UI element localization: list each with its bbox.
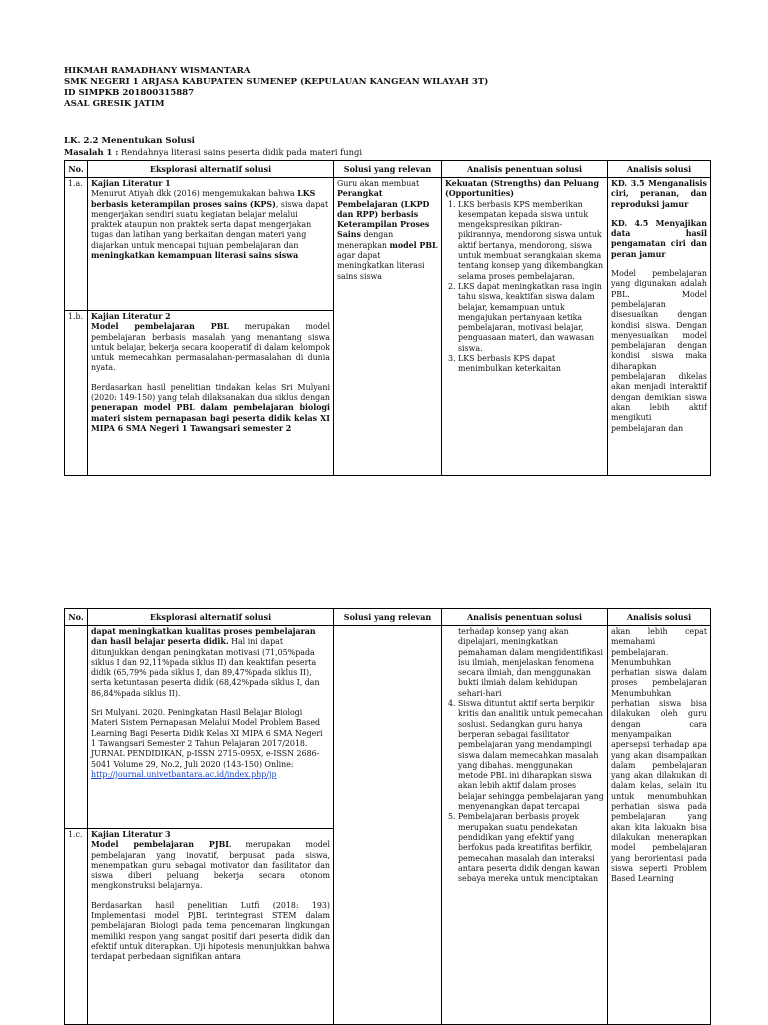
literature-review-2 (88, 311, 334, 476)
relevant-solution-cell (334, 178, 442, 476)
literature-title: Kajian Literatur 3 (91, 830, 171, 839)
table-row (65, 626, 711, 829)
solution-analysis-cell (442, 178, 608, 476)
literature-text: Berdasarkan hasil penelitian Lutfi (2018: 193) Implementasi model PjBL terintegrasi STEM dalam pembelajaran Biologi pada tema pencemaran lingkungan memiliki respon yang sangat positif dari peserta didik dan efektif untuk diterapkan. Uji hipotesis menunjukkan bahwa terdapat perbedaan signifikan antara (91, 900, 330, 962)
col-header-eksplorasi: Eksplorasi alternatif solusi (88, 161, 334, 178)
row-number: 1.c. (65, 829, 88, 1025)
table-header-row (65, 609, 711, 626)
literature-highlight: Model pembelajaran PJBL (91, 840, 231, 850)
literature-text: Berdasarkan hasil penelitian tindakan kelas Sri Mulyani (2020: 149-150) yang telah dilaksanakan dua siklus dengan (91, 382, 330, 403)
kd-statement: KD. 3.5 Menganalisis ciri, peranan, dan reproduksi jamur (611, 179, 707, 209)
col-header-analisis-penentuan: Analisis penentuan solusi (442, 161, 608, 178)
problem-label: Masalah 1 : (64, 147, 119, 157)
literature-review-3 (88, 829, 334, 1025)
author-origin: ASAL GRESIK JATIM (64, 99, 165, 109)
author-name: HIKMAH RAMADHANY WISMANTARA (64, 66, 251, 76)
literature-text: merupakan model pembelajaran yang inovatif, berpusat pada siswa, menempatkan guru sebagai motivator dan fasilitator dan siswa diberi peluang bekerja secara otonom mengkonstruksi belajarnya. (91, 840, 330, 891)
solution-text: Guru akan membuat (337, 179, 420, 188)
row-number (65, 626, 88, 829)
col-header-no: No. (65, 161, 88, 178)
literature-text: Hal ini dapat ditunjukkan dengan peningkatan motivasi (71,05%pada siklus I dan 92,11%pada siklus II) dan keaktifan peserta didik (65,79% pada siklus I, dan 89,47%pada siklus II), serta ketuntasan peserta didik (68,42%pada siklus I, dan 86,84%pada siklus II). (91, 637, 320, 698)
literature-text: Menurut Atiyah dkk (2016) mengemukakan bahwa (91, 189, 298, 199)
literature-title: Kajian Literatur 2 (91, 312, 171, 321)
literature-highlight: Model pembelajaran PBL (91, 322, 229, 332)
analysis-title: Kekuatan (Strengths) dan Peluang (Opportunities) (445, 179, 600, 199)
literature-review-1 (88, 178, 334, 311)
solution-text: agar dapat meningkatkan literasi sains siswa (337, 251, 425, 281)
document-page-2 (0, 512, 768, 1024)
problem-statement (64, 147, 362, 158)
literature-highlight: penerapan model PBL dalam pembelajaran biologi materi sistem pernapasan bagi peserta didik kelas XI MIPA 6 SMA Negeri 1 Tawangsari semester 2 (91, 403, 330, 433)
solution-analysis-cell (442, 626, 608, 1025)
col-header-no: No. (65, 609, 88, 626)
analysis-point: 4. Siswa dituntut aktif serta berpikir kritis dan analitik untuk pemecahan soslusi. Sedangkan guru hanya berperan sebagai fasilitator pembelajaran yang mendampingi siswa dalam memecahkan masalah yang dibahas. menggunakan metode PBL ini diharapkan siswa akan lebih aktif dalam proses belajar sehingga pembelajaran yang menyenangkan dapat tercapai (458, 699, 604, 812)
col-header-solusi: Solusi yang relevan (334, 609, 442, 626)
solution-highlight: model PBL (389, 240, 438, 250)
reference-link[interactable]: http://journal.univetbantara.ac.id/index.php/jp (91, 769, 277, 779)
review-text: akan lebih cepat memahami pembelajaran. Menumbuhkan perhatian siswa dalam proses pembelajaran Menumbuhkan perhatian siswa bisa dilakukan oleh guru dengan cara menyampaikan apersepsi terhadap apa yang akan disampaikan dalam pembelajaran yang akan dilakukan di dalam kelas, selain itu untuk menumbuhkan perhatian siswa pada pembelajaran yang akan kita lakuakn bisa dilakukan menerapkan model pembelajaran yang berorientasi pada siswa seperti Problem Based Learning (611, 627, 707, 884)
document-page-1 (0, 0, 768, 512)
col-header-solusi: Solusi yang relevan (334, 161, 442, 178)
analysis-point: 5. Pembelajaran berbasis proyek merupakan suatu pendekatan pendidikan yang efektif yang berfokus pada kreatifitas berfikir, pemecahan masalah dan interaksi antara peserta didik dengan kawan sebaya mereka untuk menciptakan (458, 812, 604, 884)
analysis-point: 3. LKS berbasis KPS dapat menimbulkan keterkaitan (458, 354, 604, 375)
table-header-row (65, 161, 711, 178)
row-number: 1.b. (65, 311, 88, 476)
relevant-solution-cell (334, 626, 442, 1025)
literature-title: Kajian Literatur 1 (91, 179, 171, 188)
col-header-analisis-penentuan: Analisis penentuan solusi (442, 609, 608, 626)
author-id: ID SIMPKB 201800315887 (64, 88, 195, 98)
literature-highlight: LKS berbasis keterampilan proses sains (KPS) (91, 189, 316, 209)
col-header-analisis-solusi: Analisis solusi (608, 609, 711, 626)
solution-table-page-2 (64, 608, 711, 1025)
literature-text: merupakan model pembelajaran berbasis masalah yang menantang siswa untuk belajar, bekerja secara kooperatif di dalam kelompok untuk memecahkan permasalahan-permasalahan di dunia nyata. (91, 322, 330, 373)
analysis-continued: terhadap konsep yang akan dipelajari, meningkatkan pemahaman dalam mengidentifikasi isu ilmiah, menjelaskan fenomena secara ilmiah, dan menggunakan bukti ilmiah dalam kehidupan sehari-hari (458, 627, 604, 698)
kd-statement: KD. 4.5 Menyajikan data hasil pengamatan ciri dan peran jamur (611, 218, 707, 259)
problem-text: Rendahnya literasi sains peserta didik pada materi fungi (118, 147, 363, 157)
literature-highlight: dapat meningkatkan kualitas proses pembelajaran dan hasil belajar peserta didik. (91, 627, 316, 647)
solution-table-page-1 (64, 160, 711, 476)
literature-text: , siswa dapat mengerjakan sendiri suatu kegiatan belajar melalui praktek ataupun non praktek serta dapat mengerjakan tugas dan latihan yang berkaitan dengan materi yang diajarkan untuk mencapai tujuan pembelajaran dan (91, 199, 329, 250)
solution-highlight: Perangkat Pembelajaran (LKPD dan RPP) berbasis Keterampilan Proses Sains (337, 189, 430, 240)
col-header-analisis-solusi: Analisis solusi (608, 161, 711, 178)
analysis-point: 2. LKS dapat meningkatkan rasa ingin tahu siswa, keaktifan siswa dalam belajar, kemampuan untuk mengajukan pertanyaan ketika pembelajaran, motivasi belajar, penguasaan materi, dan wawasan siswa. (458, 282, 604, 354)
author-header (64, 66, 488, 110)
author-school: SMK NEGERI 1 ARJASA KABUPATEN SUMENEP (KEPULAUAN KANGEAN WILAYAH 3T) (64, 77, 489, 87)
solution-review-cell (608, 626, 711, 1025)
analysis-point: 1. LKS berbasis KPS memberikan kesempatan kepada siswa untuk mengekspresikan pikiran-pikirannya, mendorong siswa untuk aktif bertanya, mendorong, siswa untuk membuat serangkaian skema tentang konsep yang dikembangkan selama proses pembelajaran. (458, 200, 604, 282)
reference-text: Sri Mulyani. 2020. Peningkatan Hasil Belajar Biologi Materi Sistem Pernapasan Melalui Model Problem Based Learning Bagi Peserta Didik Kelas XI MIPA 6 SMA Negeri 1 Tawangsari Semester 2 Tahun Pelajaran 2017/2018. JURNAL PENDIDIKAN, p-ISSN 2715-095X, e-ISSN 2686-5041 Volume 29, No.2, Juli 2020 (143-150) Online: (91, 708, 323, 769)
table-row (65, 178, 711, 311)
solution-text: dengan menerapkan (337, 230, 394, 250)
solution-review-cell (608, 178, 711, 476)
literature-review-2-continued (88, 626, 334, 829)
col-header-eksplorasi: Eksplorasi alternatif solusi (88, 609, 334, 626)
review-text: Model pembelajaran yang digunakan adalah PBL. Model pembelajaran disesuaikan dengan kondisi siswa. Dengan menyesuaikan model pembelajaran dengan kondisi siswa maka diharapkan pembelajaran dikelas akan menjadi interaktif dengan demikian siswa akan lebih aktif mengikuti pembelajaran dan (611, 269, 707, 433)
literature-highlight: meningkatkan kemampuan literasi sains siswa (91, 251, 299, 261)
row-number: 1.a. (65, 178, 88, 311)
lk-title: LK. 2.2 Menentukan Solusi (64, 136, 195, 146)
